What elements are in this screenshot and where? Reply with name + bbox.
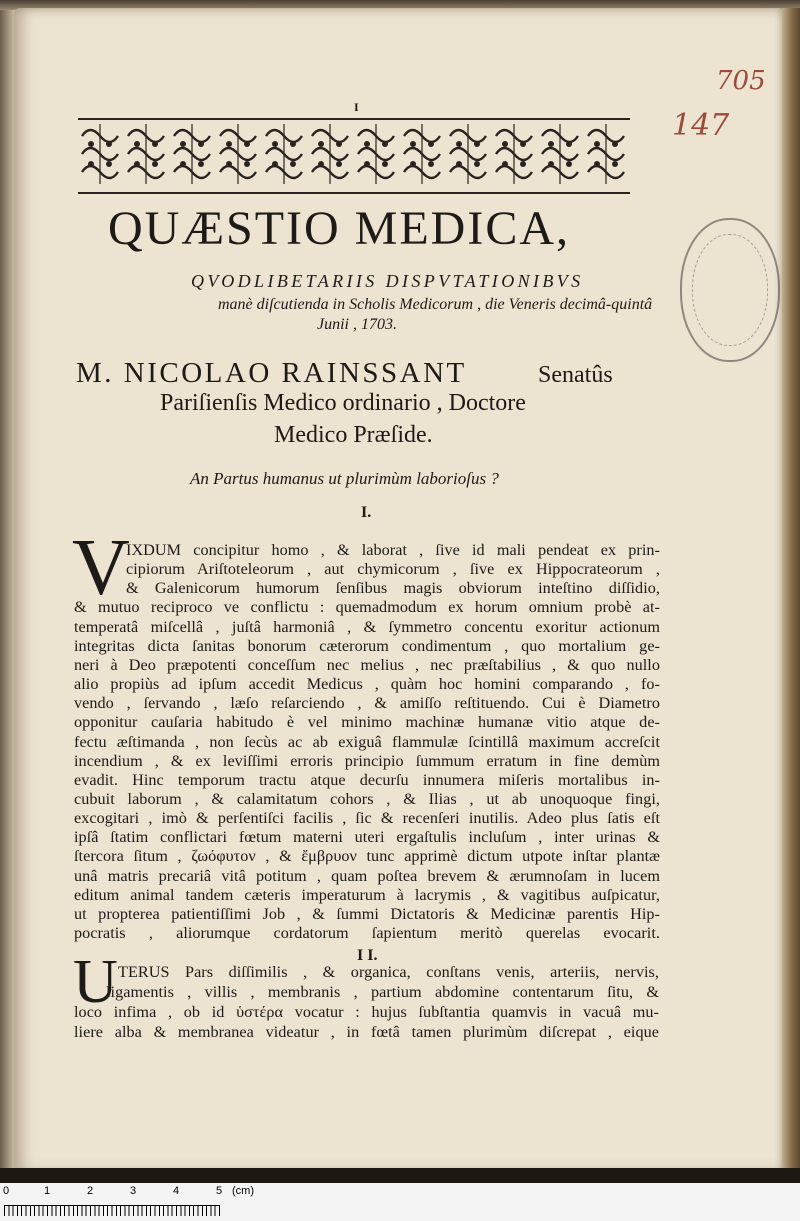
library-stamp	[680, 218, 780, 362]
body-text-line: editum animal tandem cæteris imperaturum à lacrymis , & vagitibus auſpicatur,	[74, 885, 660, 904]
body-text-line: opponitur cauſaria habitudo è vel minimo machinæ humanæ vitio atque de-	[74, 713, 660, 732]
ruler-label: 5	[216, 1185, 223, 1197]
body-text-line: cipiorum Ariſtoteleorum , aut chymicorum , ſive ex Hippocrateorum ,	[126, 560, 660, 579]
subtitle-line-2: manè diſcutienda in Scholis Medicorum , die Veneris decimâ-quintâ	[218, 296, 653, 313]
praeses-line-2: Pariſienſis Medico ordinario , Doctore	[160, 390, 526, 416]
body-text-line: vendo , ſervando , læſo reſarciendo , & amiſſo reſtituendo. Cui è Diametro	[74, 694, 660, 713]
body-text-line: alio propiùs ad ipſum accedit Medicus , quàm hoc homini comparando , fo-	[74, 675, 660, 694]
body-text-line: temperatâ miſcellâ , juſtâ harmoniâ , & ſymmetro concentu exoritur actionum	[74, 617, 660, 636]
body-text-line: & Galenicorum humorum ſenſibus magis obviorum inteſtino diſſidio,	[126, 579, 660, 598]
body-text-line: evadit. Hinc temporum tractu atque decurſu innumera miſeris mortalibus in-	[74, 770, 660, 789]
body-text-line: ſtercora ſitum , ζωόφυτον , & ἔμβρυον tunc apprimè dictum utpote inſtar plantæ	[74, 847, 660, 866]
body-text-line: neri à Deo præpotenti conceſſum nec melius , nec præſtabilius , & quo nullo	[74, 655, 660, 674]
section-2-numeral: I I.	[357, 947, 378, 964]
handwritten-catalog-number: 705	[716, 66, 766, 96]
body-text-line: cubuit laborum , & calamitatum cohors , & Ilias , ut ab unoquoque fingi,	[74, 789, 660, 808]
ruler-label: 2	[87, 1185, 94, 1197]
body-text-line: TERUS Pars diſſimilis , & organica, conſtans venis, arteriis, nervis,	[118, 963, 659, 981]
body-text-line: unâ matris precariâ vitâ potitum , quam poſtea brevem & ærumnoſam in lucem	[74, 866, 660, 885]
book-right-edge	[782, 8, 800, 1173]
subtitle-line-3: Junii , 1703.	[317, 316, 397, 333]
body-text-line: ut propterea patientiſſimi Job , & ſummi Dictatoris & Medicinæ parentis Hip-	[74, 904, 660, 923]
page-title: QUÆSTIO MEDICA,	[108, 202, 570, 255]
body-text-line: ipſâ ſtatim conflictari fœtum materni uteri ergaſtulis incluſum , inter urinas &	[74, 828, 660, 847]
praeses-line-3: Medico Præſide.	[274, 422, 433, 448]
scale-ruler	[0, 1183, 800, 1221]
ornament-pattern	[78, 120, 630, 192]
body-text-line: incendium , & ex leviſſimi erroris principio ſummum erratum in fine demùm	[74, 751, 660, 770]
body-text-line: loco infima , ob id ὑστέρα vocatur : hujus ſubſtantia quamvis in vacuâ mu-	[74, 1003, 659, 1021]
section-2-dropcap: U	[73, 948, 118, 1016]
ruler-label: (cm)	[232, 1185, 254, 1197]
section-1-numeral: I.	[361, 504, 372, 521]
body-text-line: liere alba & membranea videatur , in fœtâ tamen plurimùm diſcrepat , eique	[74, 1023, 659, 1041]
section-1-dropcap: V	[72, 524, 130, 612]
ruler-label: 0	[3, 1185, 10, 1197]
body-text-line: ligamentis , villis , membranis , partium abdomine contentarum ſitu, &	[106, 983, 659, 1001]
body-text-line: fectu æſtimanda , non ſecùs ac ab exiguâ flammulæ ſcintillâ maximum accreſcit	[74, 732, 660, 751]
ruler-ticks	[4, 1205, 220, 1216]
body-text-line: excogitari , imò & perſentiſci facilis , ſic & recenſeri inutilis. Adeo plus ſatis eſt	[74, 809, 660, 828]
disputation-question: An Partus humanus ut plurimùm laborioſus ?	[190, 469, 499, 488]
praeses-line-1-rest: Senatûs	[538, 362, 613, 388]
decorative-ornament-band	[78, 118, 630, 194]
body-text-line: integritas dicta ſanitas bonorum cæterorum condimentum , quo mortalium ge-	[74, 636, 660, 655]
ruler-label: 3	[130, 1185, 137, 1197]
ruler-label: 4	[173, 1185, 180, 1197]
body-text-line: pocratis , aliorumque cordatorum ſapientum meritò querelas evocarit.	[74, 924, 660, 942]
body-text-line: IXDUM concipitur homo , & laborat , ſive id mali pendeat ex prin-	[126, 541, 660, 559]
page-number: I	[354, 100, 359, 114]
body-text-line: & mutuo reciproco ve conflictu : quemadmodum ex horum omnium probè at-	[74, 598, 660, 617]
subtitle-line-1: QVODLIBETARIIS DISPVTATIONIBVS	[191, 271, 584, 291]
praeses-name: M. NICOLAO RAINSSANT	[76, 357, 467, 389]
ruler-label: 1	[44, 1185, 51, 1197]
handwritten-page-number: 147	[672, 108, 730, 143]
